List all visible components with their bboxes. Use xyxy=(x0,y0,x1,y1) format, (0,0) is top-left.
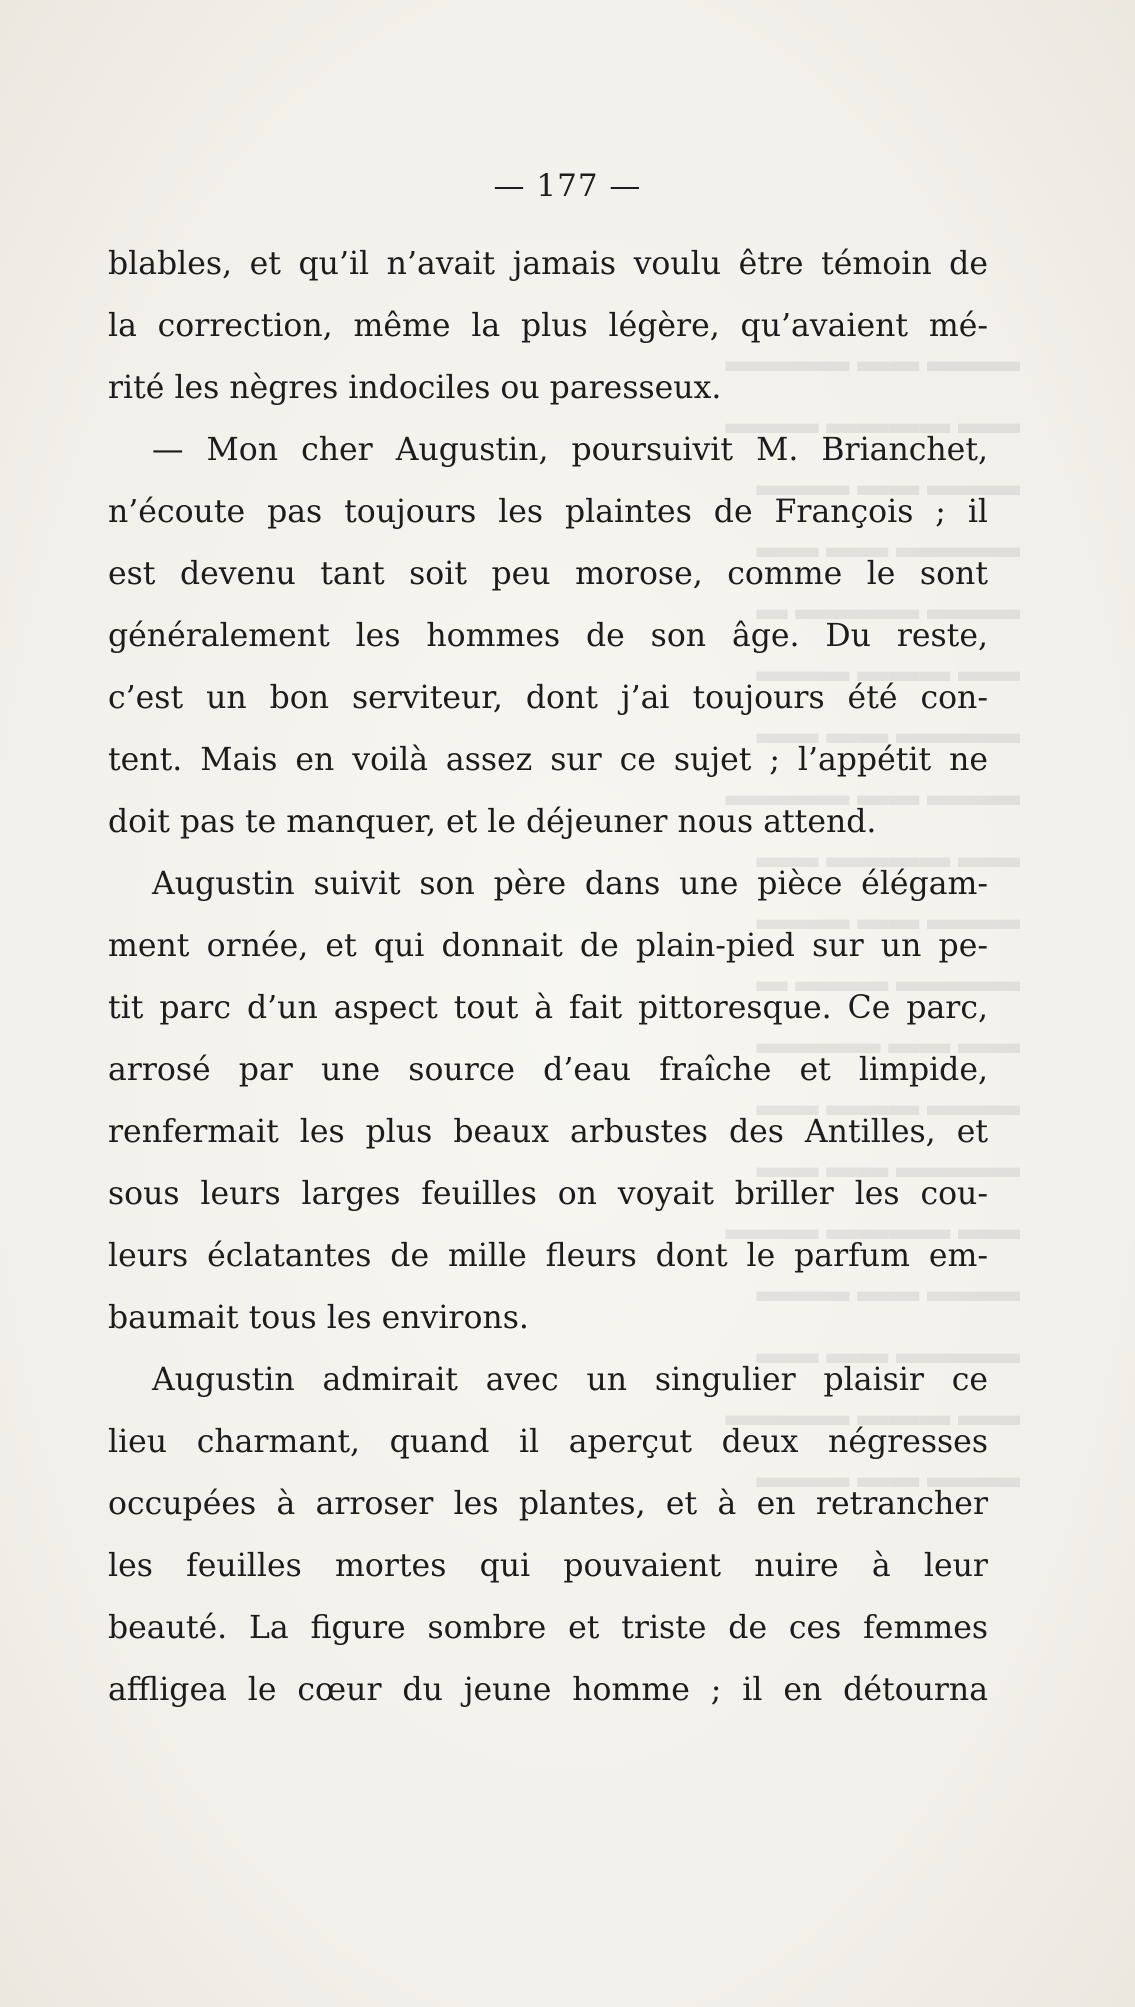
text-line: tit parc d’un aspect tout à fait pittoresque. Ce parc, xyxy=(108,990,988,1026)
text-line: arrosé par une source d’eau fraîche et limpide, xyxy=(108,1052,988,1088)
text-line: Augustin admirait avec un singulier plaisir ce xyxy=(152,1362,988,1398)
text-line: beauté. La figure sombre et triste de ces femmes xyxy=(108,1610,988,1646)
text-line: Augustin suivit son père dans une pièce élégam- xyxy=(152,866,988,902)
text-line: occupées à arroser les plantes, et à en retrancher xyxy=(108,1486,988,1522)
text-line: — Mon cher Augustin, poursuivit M. Brianchet, xyxy=(152,432,988,468)
text-line: n’écoute pas toujours les plaintes de François ; il xyxy=(108,494,988,530)
text-line: blables, et qu’il n’avait jamais voulu être témoin de xyxy=(108,246,988,282)
show-through-texture: ▬▬▬ ▬▬ ▬▬▬▬ ▬▬ ▬▬▬▬ ▬▬▬ ▬▬▬ ▬▬ ▬▬▬ ▬▬▬▬ ▬▬ ▬▬ ▬▬▬ ▬▬▬▬ ▬ ▬▬ ▬▬▬ ▬▬▬ ▬▬▬▬ ▬▬ ▬▬ ▬▬▬ ▬▬ ▬▬▬▬ ▬▬ ▬▬▬▬ ▬▬ ▬▬▬ ▬▬ ▬▬▬ ▬▬▬▬ ▬▬▬ ▬ ▬▬ ▬▬ ▬▬▬▬ ▬▬▬ ▬▬▬ ▬▬ ▬▬▬▬ ▬▬ ▬▬ ▬▬ ▬▬▬▬ ▬▬▬ ▬▬▬ ▬▬ ▬▬▬ ▬▬▬▬ ▬▬ ▬▬ ▬▬ ▬▬▬ ▬▬▬▬ ▬▬▬ ▬▬ ▬▬▬ xyxy=(725,343,1020,1494)
text-line: rité les nègres indociles ou paresseux. xyxy=(108,370,722,406)
body-text xyxy=(108,233,988,1721)
text-line: ment ornée, et qui donnait de plain-pied sur un pe- xyxy=(108,928,988,964)
text-line: lieu charmant, quand il aperçut deux négresses xyxy=(108,1424,988,1460)
text-line: baumait tous les environs. xyxy=(108,1300,529,1336)
text-line: affligea le cœur du jeune homme ; il en détourna xyxy=(108,1672,988,1708)
text-line: c’est un bon serviteur, dont j’ai toujours été con- xyxy=(108,680,988,716)
page-number: — 177 — xyxy=(493,168,642,204)
text-line: tent. Mais en voilà assez sur ce sujet ; l’appétit ne xyxy=(108,742,988,778)
text-line: est devenu tant soit peu morose, comme le sont xyxy=(108,556,988,592)
text-line: sous leurs larges feuilles on voyait briller les cou- xyxy=(108,1176,988,1212)
text-line: leurs éclatantes de mille fleurs dont le parfum em- xyxy=(108,1238,988,1274)
text-line: les feuilles mortes qui pouvaient nuire à leur xyxy=(108,1548,988,1584)
text-line: doit pas te manquer, et le déjeuner nous attend. xyxy=(108,804,877,840)
text-line: renfermait les plus beaux arbustes des Antilles, et xyxy=(108,1114,988,1150)
text-line: la correction, même la plus légère, qu’avaient mé- xyxy=(108,308,988,344)
text-line: généralement les hommes de son âge. Du reste, xyxy=(108,618,988,654)
